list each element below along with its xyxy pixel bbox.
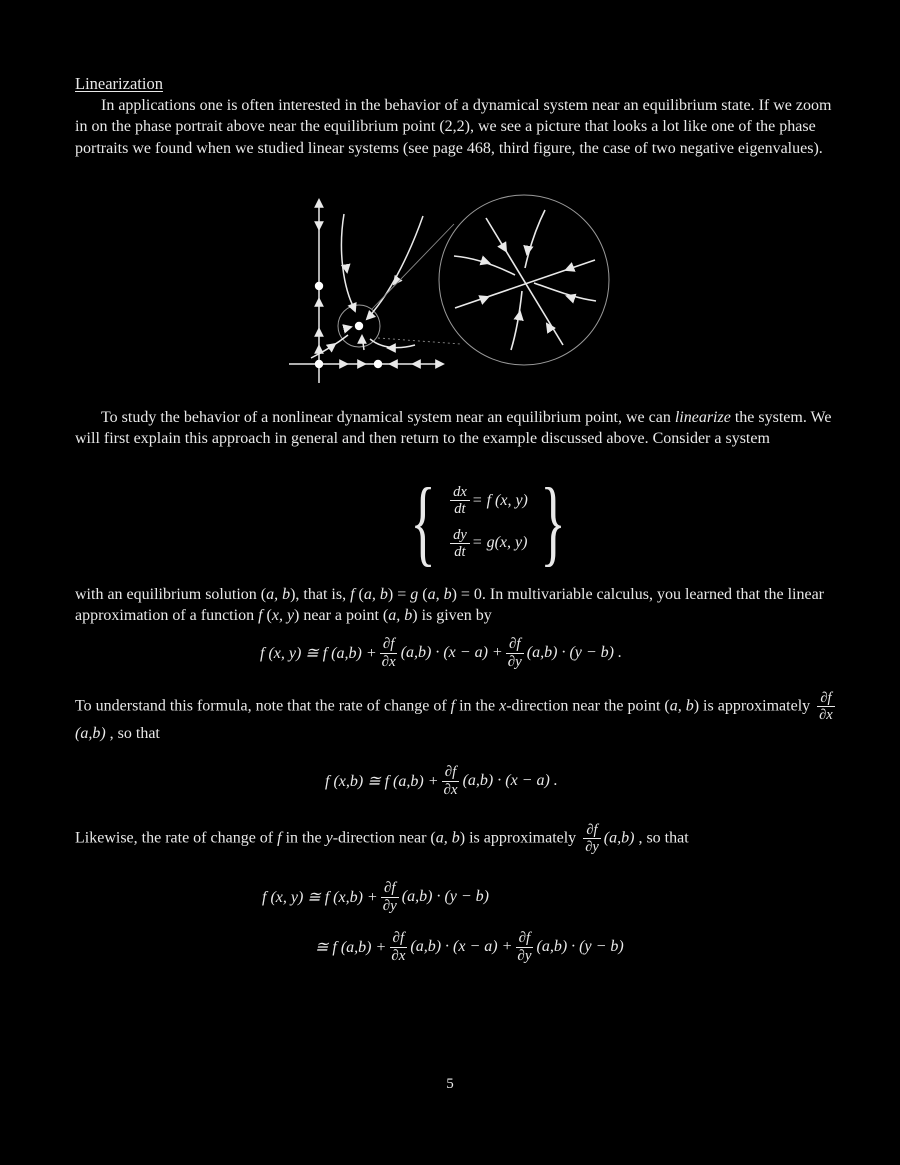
paragraph-linearize: To study the behavior of a nonlinear dynamical system near an equilibrium point, we can linearize the system. We will first explain this approach in general and then return to the example discussed above. Consider a system bbox=[75, 409, 832, 448]
phase-portrait-axes bbox=[289, 200, 443, 383]
equation-linear-approximation: f (x, y) ≅ f (a,b) + $\frac{\partial f}{\partial x}$ (a,b) · (x − a) + $\frac{\partial f}{\partial y}$ (a,b) · (y − b) . bbox=[260, 636, 622, 670]
paragraph-equilibrium: with an equilibrium solution (a, b), that is, f (a, b) = g (a, b) = 0. In multivariable calculus, you learned that the linear approximation of a function f (x, y) near a point (a, b) is given by bbox=[75, 586, 825, 625]
section-heading: Linearization bbox=[75, 74, 163, 93]
paragraph-x-direction: To understand this formula, note that the rate of change of f in the x-direction near the point (a, b) is approximately $\frac{\partial f}{\partial x}$ (a,b) , so that bbox=[75, 690, 833, 743]
magnified-node-trajectories bbox=[454, 210, 596, 350]
phase-portrait-figure bbox=[283, 188, 623, 388]
right-brace: } bbox=[540, 468, 566, 575]
left-brace: { bbox=[410, 468, 436, 575]
equation-dx-dt: $\frac{dx}{dt}$ = f (x, y) bbox=[448, 484, 528, 517]
equation-y-direction-line2: ≅ f (a,b) + $\frac{\partial f}{\partial x}$ (a,b) · (x − a) + $\frac{\partial f}{\partial y}$ (a,b) · (y − b) bbox=[315, 930, 624, 964]
equilibrium-x-axis bbox=[374, 360, 382, 368]
equilibrium-origin bbox=[315, 360, 323, 368]
equation-x-direction: f (x,b) ≅ f (a,b) + $\frac{\partial f}{\partial x}$ (a,b) · (x − a) . bbox=[325, 764, 558, 798]
equilibrium-2-2 bbox=[355, 322, 363, 330]
paragraph-intro: In applications one is often interested in the behavior of a dynamical system near an equilibrium state. If we zoom in on the phase portrait above near the equilibrium point (2,2), we see a picture that looks a lot like one of the phase portraits we found when we studied linear systems (see page 468, third figure, the case of two negative eigenvalues). bbox=[75, 97, 832, 157]
equation-dy-dt: $\frac{dy}{dt}$ = g(x, y) bbox=[448, 527, 528, 560]
page-number: 5 bbox=[446, 1076, 454, 1092]
equation-y-direction-line1: f (x, y) ≅ f (x,b) + $\frac{\partial f}{\partial y}$ (a,b) · (y − b) bbox=[262, 880, 490, 914]
trajectories bbox=[311, 214, 423, 358]
paragraph-y-direction: Likewise, the rate of change of f in the y-direction near (a, b) is approximately $\frac{\partial f}{\partial y}$ (a,b) , so that bbox=[75, 822, 689, 856]
equilibrium-y-axis bbox=[315, 282, 323, 290]
equation-system bbox=[400, 468, 576, 575]
